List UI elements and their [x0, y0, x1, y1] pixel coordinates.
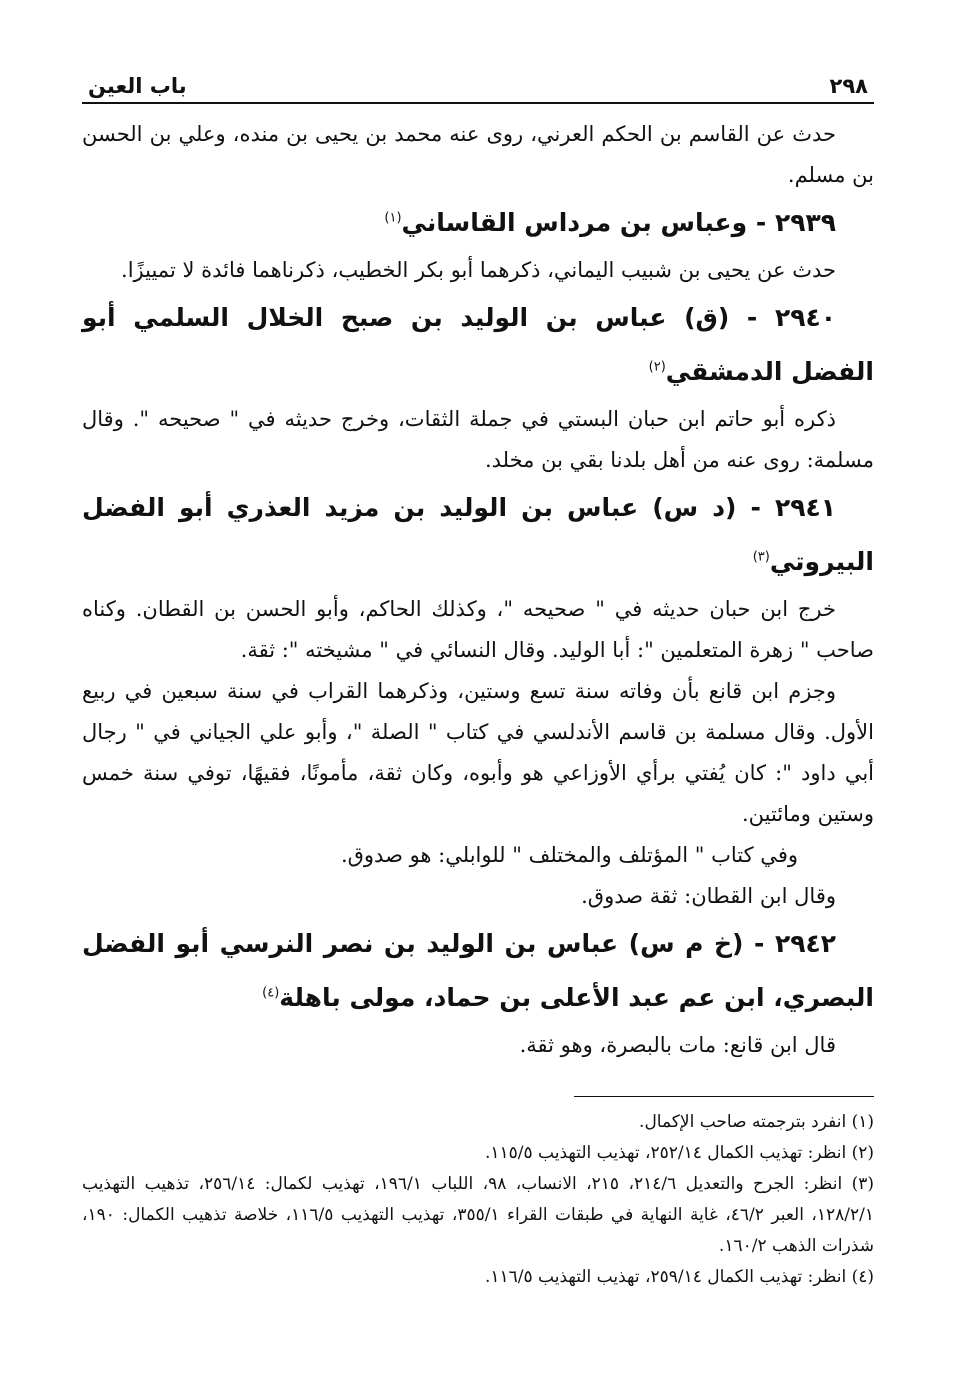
page-body — [82, 104, 874, 1066]
footnote: (٤) انظر: تهذيب الكمال ٢٥٩/١٤، تهذيب التهذيب ١١٦/٥. — [484, 1267, 874, 1287]
entry-heading-text: ٢٩٤٢ - (خ م س) عباس بن الوليد بن نصر النرسي أبو الفضل البصري، ابن عم عبد الأعلى بن حماد، مولى باهلة — [82, 929, 874, 1012]
entry-paragraph: وقال ابن القطان: ثقة صدوق. — [581, 884, 836, 908]
entry-heading — [82, 291, 874, 399]
entry-paragraph: ذكره أبو حاتم ابن حبان البستي في جملة الثقات، وخرج حديثه في " صحيحه ". وقال مسلمة: روى عنه من أهل بلدنا بقي بن مخلد. — [82, 407, 874, 472]
footnote-mark: (٢) — [648, 359, 666, 375]
footnote-mark: (٣) — [752, 549, 770, 565]
entry-heading-text: ٢٩٤٠ - (ق) عباس بن الوليد بن صبح الخلال السلمي أبو الفضل الدمشقي — [82, 303, 874, 386]
entry-2940 — [82, 291, 874, 481]
chapter-title: باب العين — [88, 74, 187, 98]
intro-paragraph: حدث عن القاسم بن الحكم العرني، روى عنه محمد بن يحيى بن منده، وعلي بن الحسن بن مسلم. — [82, 122, 874, 187]
footnote: (١) انفرد بترجمته صاحب الإكمال. — [639, 1112, 874, 1132]
entry-paragraph: خرج ابن حبان حديثه في " صحيحه "، وكذلك الحاكم، وأبو الحسن بن القطان. وكناه صاحب " زهرة المتعلمين ": أبا الوليد. وقال النسائي في " مشيخته ": ثقة. — [82, 597, 874, 662]
entry-heading-text: ٢٩٤١ - (د س) عباس بن الوليد بن مزيد العذري أبو الفضل البيروتي — [82, 493, 874, 576]
entry-2941 — [82, 481, 874, 917]
footnotes — [82, 1107, 874, 1293]
footnote: (٢) انظر: تهذيب الكمال ٢٥٢/١٤، تهذيب التهذيب ١١٥/٥. — [484, 1143, 874, 1163]
entry-2939 — [82, 196, 874, 291]
entry-paragraph: وجزم ابن قانع بأن وفاته سنة تسع وستين، وذكرهما القراب في سنة سبعين في ربيع الأول. وقال مسلمة بن قاسم الأندلسي في كتاب " الصلة "، وأبو علي الجياني في " رجال أبي داود ": كان يُفتي برأي الأوزاعي هو وأبوه، وكان ثقة، مأمونًا، فقيهًا، توفي سنة خمس وستين ومائتين. — [82, 679, 874, 826]
entry-heading-text: ٢٩٣٩ - وعباس بن مرداس القاساني — [401, 208, 836, 237]
footnote-separator — [574, 1096, 874, 1097]
running-header — [82, 58, 874, 104]
entry-paragraph: وفي كتاب " المؤتلف والمختلف " للوابلي: هو صدوق. — [340, 843, 798, 867]
entry-heading — [82, 481, 874, 589]
entry-paragraph: قال ابن قانع: مات بالبصرة، وهو ثقة. — [519, 1033, 836, 1057]
entry-heading — [82, 917, 874, 1025]
page-number: ٢٩٨ — [829, 74, 868, 98]
entry-heading — [82, 196, 874, 250]
entry-paragraph: حدث عن يحيى بن شبيب اليماني، ذكرهما أبو بكر الخطيب، ذكرناهما فائدة لا تمييزًا. — [121, 258, 836, 282]
footnote-mark: (١) — [384, 210, 402, 226]
footnote-mark: (٤) — [262, 985, 280, 1001]
footnote: (٣) انظر: الجرح والتعديل ٢١٤/٦، ٢١٥، الانساب، ٩٨، اللباب ١٩٦/١، تهذيب لكمال: ٢٥٦/١٤، تذهيب التهذيب ١٢٨/٢/١، العبر ٤٦/٢، غاية النهاية في طبقات القراء ٣٥٥/١، تهذيب التهذيب ١١٦/٥، خلاصة تذهيب الكمال: ١٩٠، شذرات الذهب ١٦٠/٢. — [82, 1174, 874, 1256]
book-page — [82, 58, 874, 1293]
entry-2942 — [82, 917, 874, 1066]
